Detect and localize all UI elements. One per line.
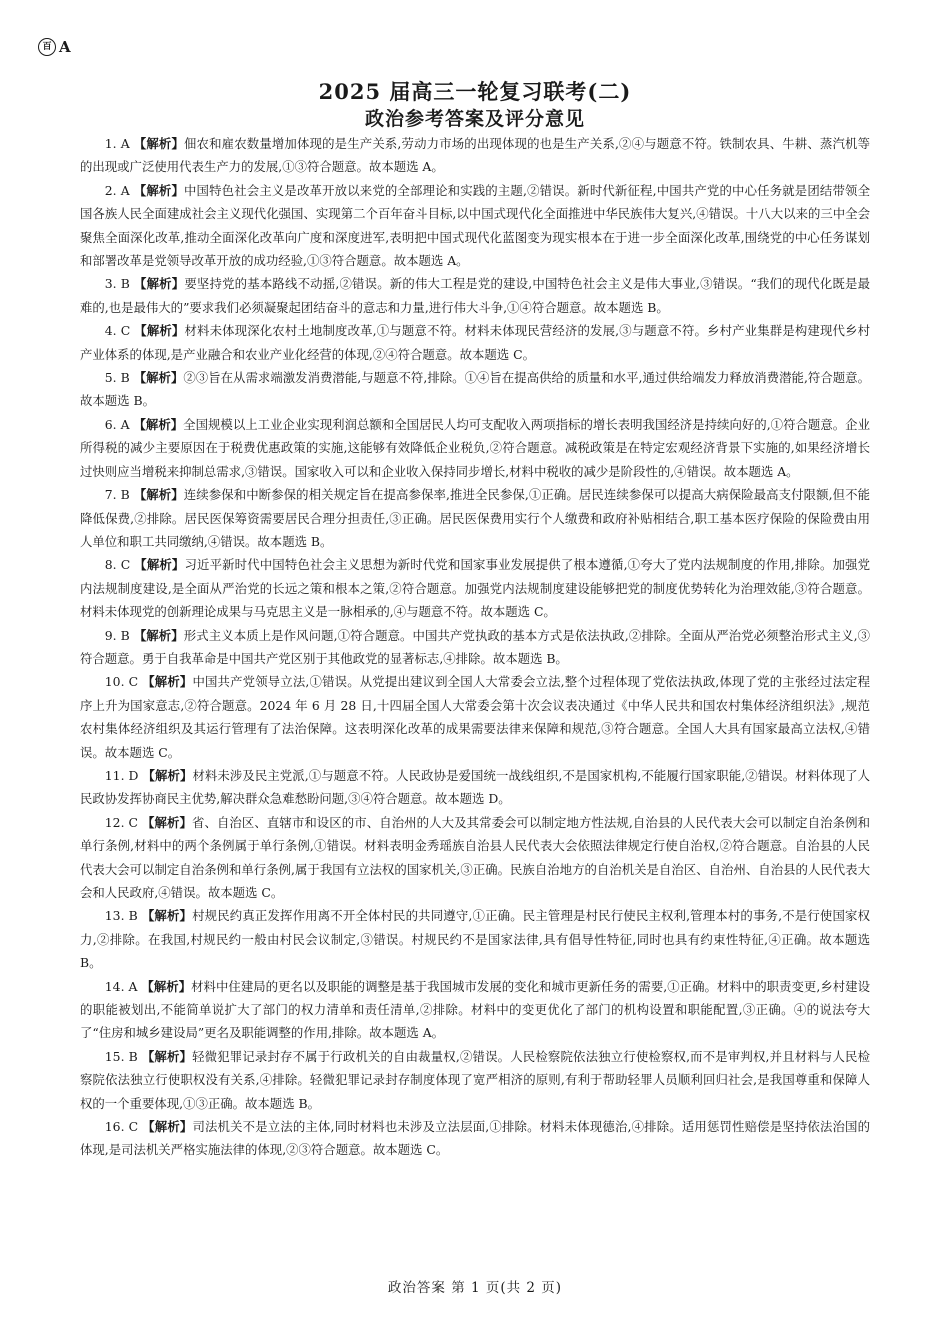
answer-number: 4. C (104, 323, 131, 339)
answer-item (80, 764, 870, 811)
answer-list (80, 132, 870, 1162)
answer-item (80, 975, 870, 1045)
page-title: 2025 届高三一轮复习联考(二) (318, 79, 632, 104)
answer-text: 形式主义本质上是作风问题,①符合题意。中国共产党执政的基本方式是依法执政,②排除。全面从严治党必须整治形式主义,③符合题意。勇于自我革命是中国共产党区别于其他政党的显著标志,④排除。故本题选 B。 (80, 627, 870, 666)
answer-text: 省、自治区、直辖市和设区的市、自治州的人大及其常委会可以制定地方性法规,自治县的人民代表大会可以制定自治条例和单行条例,材料中的两个条例属于单行条例,①错误。材料表明金秀瑶族自治县人民代表大会依照法律规定行使自治权,②符合题意。自治县的人民代表大会可以制定自治条例和单行条例,属于我国有立法权的国家机关,③正确。民族自治地方的自治机关是自治区、自治州、自治县的人民代表大会和人民政府,④错误。故本题选 C。 (80, 814, 870, 900)
answer-number: 9. B (104, 627, 130, 643)
answer-number: 13. B (104, 908, 138, 924)
answer-number: 7. B (104, 487, 130, 503)
answer-number: 10. C (104, 674, 139, 690)
answer-text: 全国规模以上工业企业实现利润总额和全国居民人均可支配收入两项指标的增长表明我国经济是持续向好的,①符合题意。企业所得税的减少主要原因在于税费优惠政策的实施,这能够有效降低企业税负,②符合题意。减税政策是在特定宏观经济背景下实施的,如果经济增长过快则应当增税来抑制总需求,③错误。国家收入可以和企业收入保持同步增长,材料中税收的减少是阶段性的,④错误。故本题选 A。 (80, 416, 870, 479)
analysis-tag: 【解析】 (141, 1048, 193, 1064)
analysis-tag: 【解析】 (142, 1119, 193, 1135)
answer-item (80, 811, 870, 905)
analysis-tag: 【解析】 (142, 767, 193, 783)
answer-text: 佃农和雇农数量增加体现的是生产关系,劳动力市场的出现体现的也是生产关系,②④与题意不符。铁制农具、牛耕、蒸汽机等的出现或广泛使用代表生产力的发展,①③符合题意。故本题选 A。 (80, 136, 870, 175)
answer-item (80, 553, 870, 623)
answer-item (80, 904, 870, 974)
answer-item (80, 132, 870, 179)
analysis-tag: 【解析】 (133, 370, 184, 386)
answer-item (80, 413, 870, 483)
answer-text: 中国特色社会主义是改革开放以来党的全部理论和实践的主题,②错误。新时代新征程,中国共产党的中心任务就是团结带领全国各族人民全面建成社会主义现代化强国、实现第二个百年奋斗目标,以中国式现代化全面推进中华民族伟大复兴,④错误。十八大以来的三中全会聚焦全面深化改革,推动全面深化改革向广度和深度进军,表明把中国式现代化蓝图变为现实根本在于进一步全面深化改革,围绕党的中心任务谋划和部署改革是党领导改革开放的成功经验,①③符合题意。故本题选 A。 (80, 182, 870, 269)
analysis-tag: 【解析】 (133, 182, 184, 198)
answer-item (80, 179, 870, 273)
answer-item (80, 366, 870, 413)
answer-number: 15. B (104, 1048, 138, 1064)
analysis-tag: 【解析】 (134, 276, 185, 292)
answer-item (80, 483, 870, 553)
answer-number: 11. D (104, 767, 139, 783)
answer-item (80, 670, 870, 764)
analysis-tag: 【解析】 (141, 908, 193, 924)
answer-item (80, 272, 870, 319)
analysis-tag: 【解析】 (134, 323, 185, 339)
page-subtitle: 政治参考答案及评分意见 (364, 108, 585, 130)
answer-number: 14. A (104, 978, 138, 994)
answer-text: 轻微犯罪记录封存不属于行政机关的自由裁量权,②错误。人民检察院依法独立行使检察权,而不是审判权,并且材料与人民检察院依法独立行使职权没有关系,④排除。轻微犯罪记录封存制度体现了宽严相济的原则,有利于帮助轻罪人员顺利回归社会,是我国尊重和保障人权的一个重要体现,①③正确。故本题选 B。 (80, 1048, 870, 1111)
answer-text: 村规民约真正发挥作用离不开全体村民的共同遵守,①正确。民主管理是村民行使民主权利,管理本村的事务,不是行使国家权力,②排除。在我国,村规民约一般由村民会议制定,③错误。村规民约不是国家法律,具有倡导性特征,同时也具有约束性特征,④正确。故本题选 B。 (80, 908, 870, 971)
answer-text: 材料未体现深化农村土地制度改革,①与题意不符。材料未体现民营经济的发展,③与题意不符。乡村产业集群是构建现代乡村产业体系的体现,是产业融合和农业产业化经营的体现,②④符合题意。故本题选 C。 (80, 323, 870, 362)
answer-number: 8. C (104, 557, 131, 573)
answer-item (80, 624, 870, 671)
answer-item (80, 1115, 870, 1162)
analysis-tag: 【解析】 (133, 416, 184, 432)
answer-number: 3. B (104, 276, 130, 292)
answer-number: 2. A (104, 182, 130, 198)
analysis-tag: 【解析】 (142, 814, 192, 830)
answer-number: 6. A (104, 416, 130, 432)
answer-text: 连续参保和中断参保的相关规定旨在提高参保率,推进全民参保,①正确。居民连续参保可以提高大病保险最高支付限额,但不能降低保费,②排除。居民医保筹资需要居民合理分担责任,③正确。居民医保费用实行个人缴费和政府补贴相结合,职工基本医疗保险的保险费由用人单位和职工共同缴纳,④错误。故本题选 B。 (80, 487, 870, 549)
answer-item (80, 1045, 870, 1115)
answer-text: 材料未涉及民主党派,①与题意不符。人民政协是爱国统一战线组织,不是国家机构,不能履行国家职能,②错误。材料体现了人民政协发挥协商民主优势,解决群众急难愁盼问题,③④符合题意。故本题选 D。 (80, 767, 870, 807)
answer-number: 16. C (104, 1119, 139, 1135)
answer-item (80, 319, 870, 366)
answer-number: 1. A (104, 136, 130, 151)
paper-version-mark (38, 38, 71, 56)
circle-badge-icon: 百 (38, 38, 56, 56)
analysis-tag: 【解析】 (133, 487, 184, 503)
answer-text: 习近平新时代中国特色社会主义思想为新时代党和国家事业发展提供了根本遵循,①夸大了党内法规制度的作用,排除。加强党内法规制度建设,是全面从严治党的长远之策和根本之策,②符合题意。加强党内法规制度建设能够把党的制度优势转化为治理效能,③符合题意。材料未体现党的创新理论成果与马克思主义是一脉相承的,④与题意不符。故本题选 C。 (80, 557, 870, 620)
analysis-tag: 【解析】 (133, 627, 184, 643)
analysis-tag: 【解析】 (142, 674, 193, 690)
answer-number: 5. B (104, 370, 130, 386)
page-footer: 政治答案 第 1 页(共 2 页) (387, 1280, 563, 1296)
answer-text: 要坚持党的基本路线不动摇,②错误。新的伟大工程是党的建设,中国特色社会主义是伟大事业,③错误。“我们的现代化既是最难的,也是最伟大的”要求我们必须凝聚起团结奋斗的意志和力量,进行伟大斗争,①④符合题意。故本题选 B。 (80, 276, 870, 315)
answer-text: 中国共产党领导立法,①错误。从党提出建议到全国人大常委会立法,整个过程体现了党依法执政,体现了党的主张经过法定程序上升为国家意志,②符合题意。2024 年 6 月 28 日,十四届全国人大常委会第十次会议表决通过《中华人民共和国农村集体经济组织法》,规范农村集体经济组织及其运行管理有了法治保障。这表明深化改革的成果需要法律来保障和规范,③符合题意。全国人大具有国家最高立法权,④错误。故本题选 C。 (80, 674, 871, 760)
version-letter: A (59, 38, 71, 56)
answer-number: 12. C (104, 814, 139, 830)
analysis-tag: 【解析】 (141, 978, 192, 994)
analysis-tag: 【解析】 (133, 136, 184, 151)
answer-text: 司法机关不是立法的主体,同时材料也未涉及立法层面,①排除。材料未体现德治,④排除。适用惩罚性赔偿是坚持依法治国的体现,是司法机关严格实施法律的体现,②③符合题意。故本题选 C。 (80, 1119, 871, 1158)
analysis-tag: 【解析】 (134, 557, 185, 573)
answer-text: ②③旨在从需求端激发消费潜能,与题意不符,排除。①④旨在提高供给的质量和水平,通过供给端发力释放消费潜能,符合题意。故本题选 B。 (80, 370, 870, 409)
answer-text: 材料中住建局的更名以及职能的调整是基于我国城市发展的变化和城市更新任务的需要,①正确。材料中的职责变更,乡村建设的职能被划出,不能简单说扩大了部门的权力清单和责任清单,②排除。材料中的变更优化了部门的机构设置和职能配置,③正确。④的说法夸大了“住房和城乡建设局”更名及职能调整的作用,排除。故本题选 A。 (80, 978, 870, 1041)
